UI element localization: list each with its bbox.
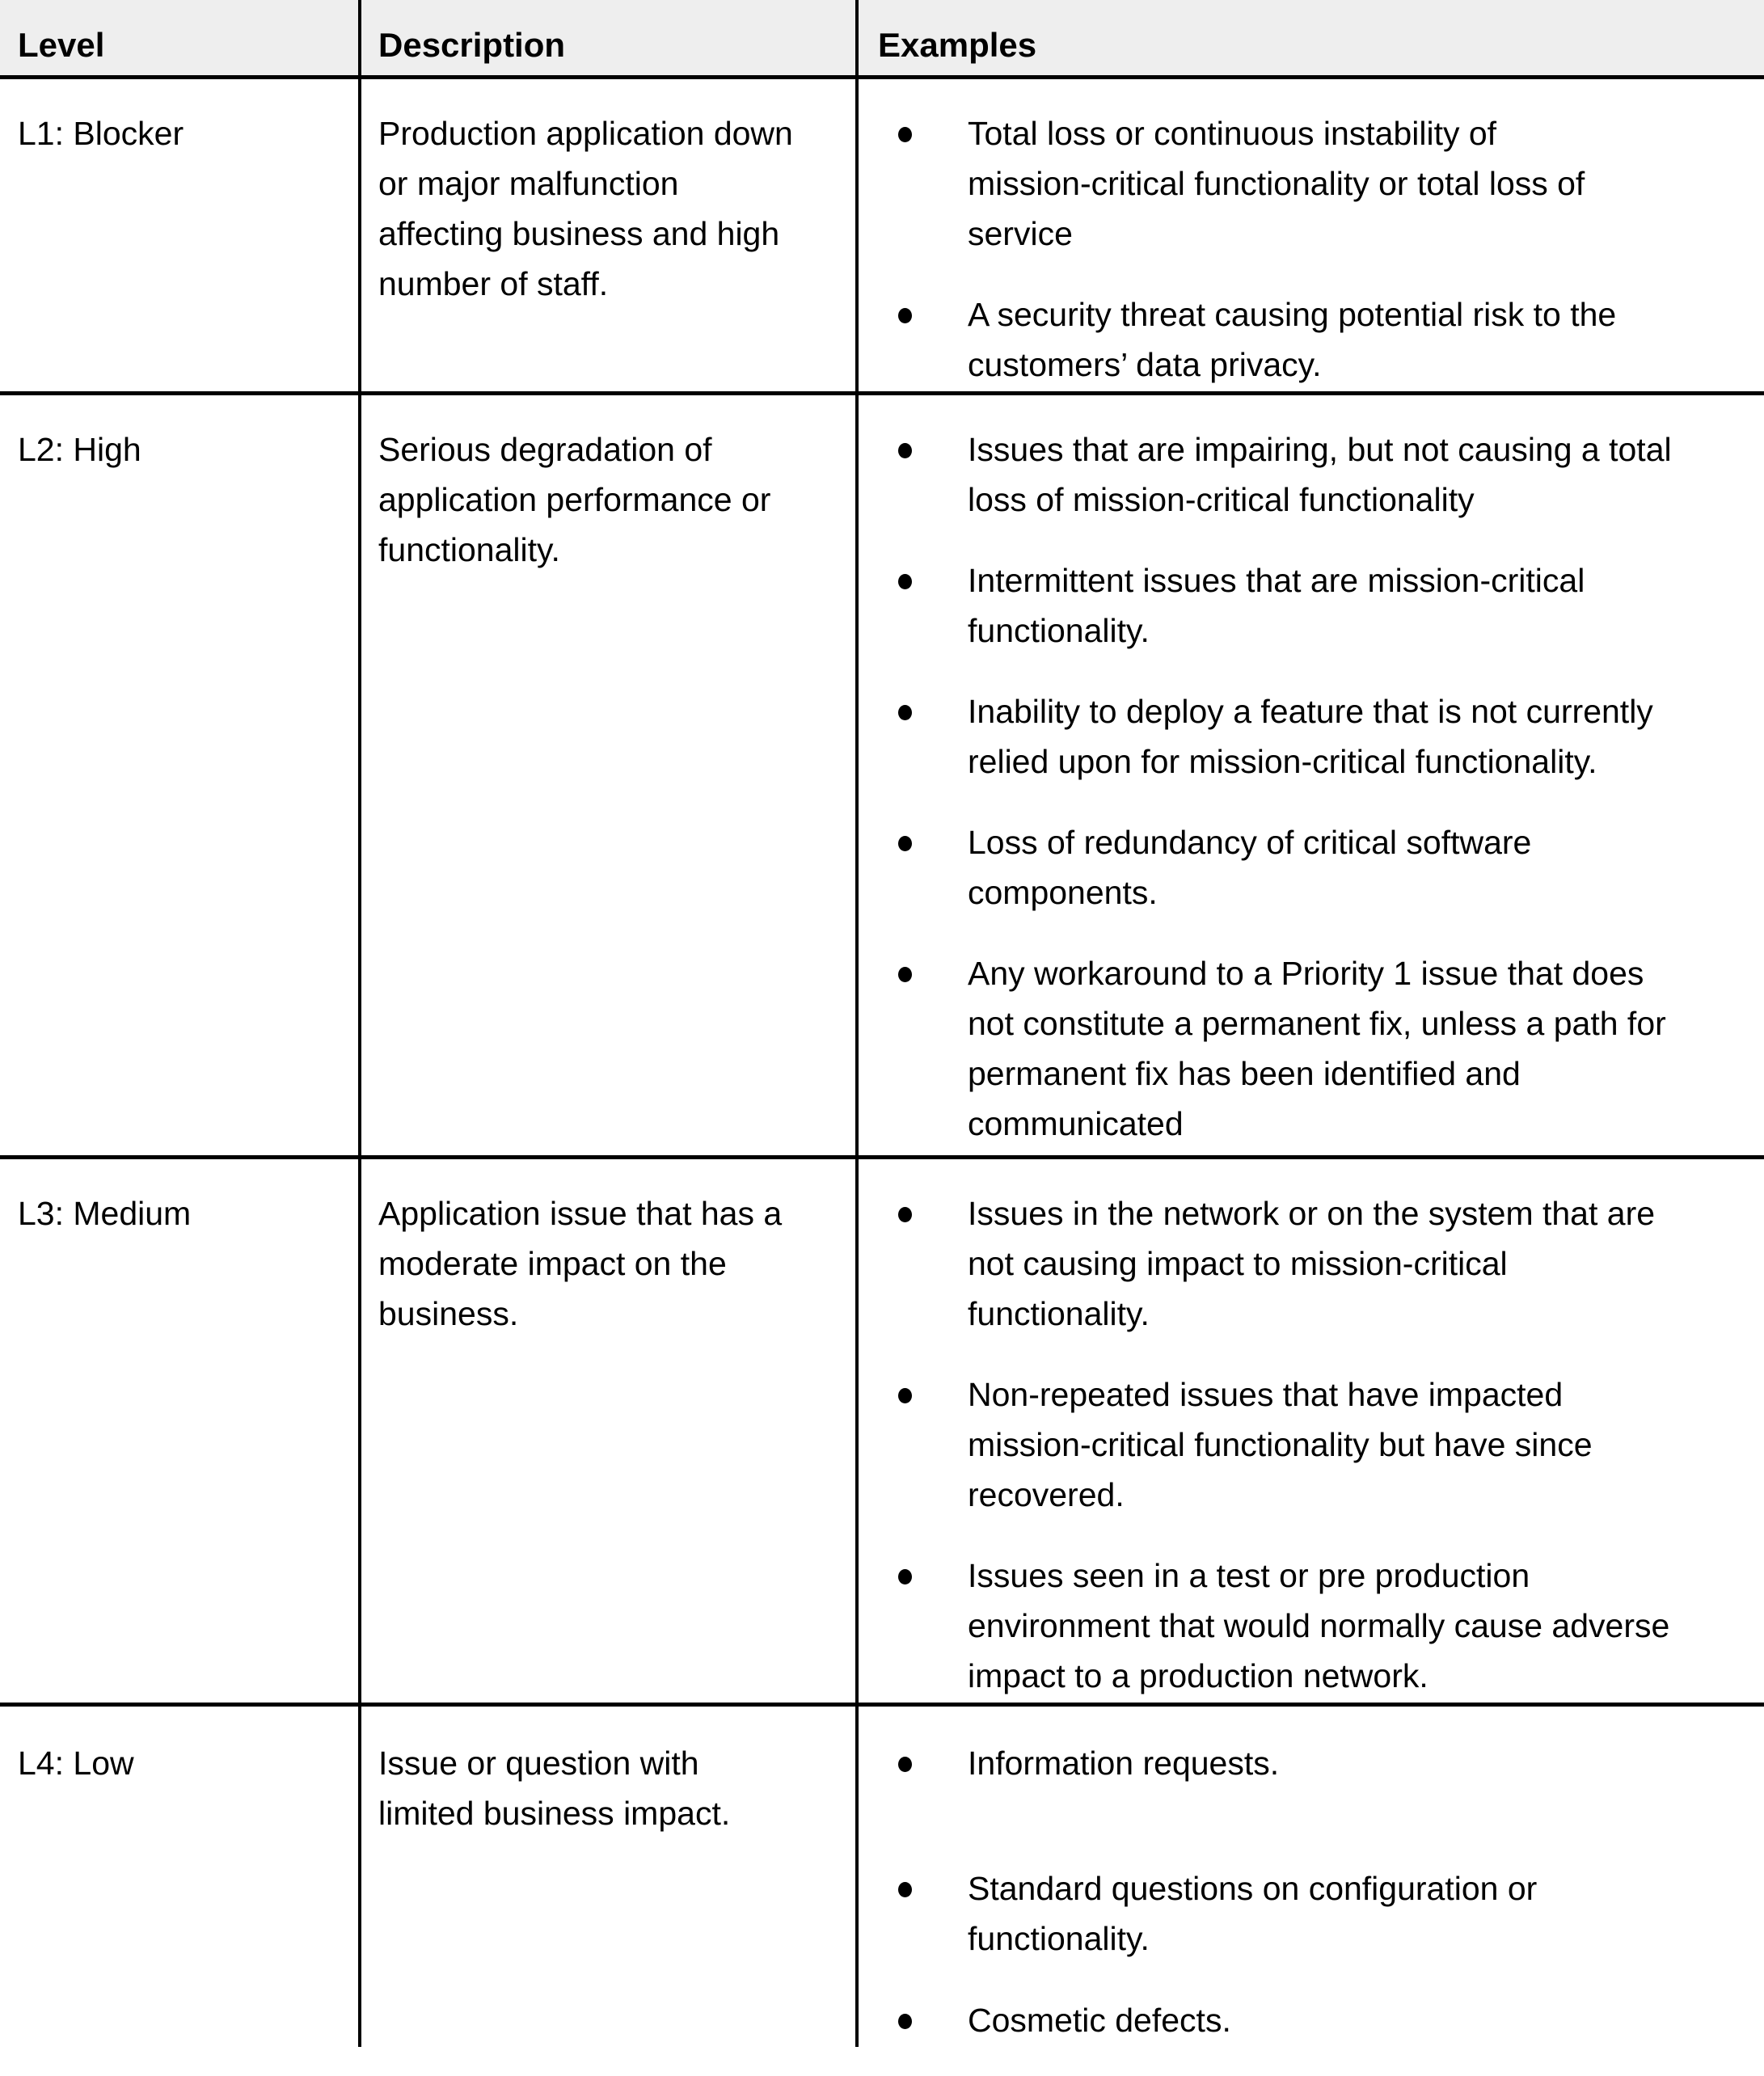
- header-divider: [0, 75, 1764, 79]
- example-text-line: Intermittent issues that are mission-critical: [968, 562, 1585, 599]
- example-text-line: Loss of redundancy of critical software: [968, 824, 1532, 861]
- examples-cell: [889, 1188, 1762, 1732]
- description-line: Serious degradation of: [378, 431, 712, 468]
- example-text-line: communicated: [968, 1105, 1184, 1142]
- example-list-item: [889, 108, 1762, 259]
- bullet-icon: [898, 1207, 912, 1222]
- description-line: moderate impact on the: [378, 1245, 727, 1282]
- example-text-line: functionality.: [968, 1295, 1150, 1332]
- example-list-item: [889, 1188, 1762, 1339]
- column-divider: [358, 0, 361, 2047]
- bullet-icon: [898, 705, 912, 720]
- description-line: application performance or: [378, 481, 771, 518]
- example-list-item: [889, 948, 1762, 1149]
- column-divider: [855, 0, 859, 2047]
- example-list-item: [889, 555, 1762, 656]
- description-line: limited business impact.: [378, 1795, 731, 1832]
- examples-cell: [889, 424, 1762, 1179]
- example-list-item: [889, 686, 1762, 787]
- example-text-line: permanent fix has been identified and: [968, 1055, 1521, 1092]
- description-line: business.: [378, 1295, 519, 1332]
- example-list-item: [889, 1369, 1762, 1520]
- bullet-icon: [898, 1882, 912, 1897]
- example-text-line: Any workaround to a Priority 1 issue that does: [968, 955, 1644, 992]
- example-text-line: A security threat causing potential risk to the: [968, 296, 1617, 333]
- example-list-item: [889, 289, 1762, 390]
- level-cell: L2: High: [18, 431, 141, 468]
- level-cell: L4: Low: [18, 1745, 134, 1782]
- bullet-icon: [898, 1757, 912, 1772]
- bullet-icon: [898, 836, 912, 851]
- examples-cell: [889, 1738, 1762, 2076]
- example-text-line: relied upon for mission-critical functionality.: [968, 743, 1597, 780]
- description-cell: [378, 108, 847, 309]
- example-list-item: [889, 1551, 1762, 1701]
- example-text-line: functionality.: [968, 612, 1150, 649]
- header-examples: Examples: [878, 26, 1037, 64]
- example-text-line: impact to a production network.: [968, 1657, 1429, 1694]
- example-text-line: functionality.: [968, 1920, 1150, 1957]
- example-text-line: components.: [968, 874, 1158, 911]
- example-text-line: recovered.: [968, 1476, 1125, 1513]
- bullet-icon: [898, 308, 912, 323]
- example-text-line: customers’ data privacy.: [968, 346, 1322, 383]
- example-text-line: environment that would normally cause adverse: [968, 1607, 1670, 1644]
- header-level: Level: [18, 26, 105, 64]
- example-text-line: mission-critical functionality but have since: [968, 1426, 1593, 1463]
- description-cell: [378, 1738, 847, 1838]
- example-list-item: [889, 1995, 1762, 2045]
- example-text-line: Inability to deploy a feature that is not currently: [968, 693, 1653, 730]
- bullet-icon: [898, 1388, 912, 1403]
- example-text-line: Information requests.: [968, 1745, 1280, 1782]
- example-text-line: Non-repeated issues that have impacted: [968, 1376, 1564, 1413]
- example-text-line: not causing impact to mission-critical: [968, 1245, 1508, 1282]
- description-cell: [378, 424, 847, 575]
- example-list-item: [889, 1738, 1762, 1788]
- description-line: or major malfunction: [378, 165, 679, 202]
- description-line: Issue or question with: [378, 1745, 699, 1782]
- example-list-item: [889, 424, 1762, 525]
- bullet-icon: [898, 127, 912, 142]
- example-text-line: Issues in the network or on the system that are: [968, 1195, 1656, 1232]
- description-line: Application issue that has a: [378, 1195, 783, 1232]
- example-text-line: mission-critical functionality or total loss of: [968, 165, 1585, 202]
- example-text-line: Issues seen in a test or pre production: [968, 1557, 1530, 1594]
- bullet-icon: [898, 967, 912, 982]
- level-cell: L1: Blocker: [18, 115, 184, 152]
- example-text-line: Total loss or continuous instability of: [968, 115, 1497, 152]
- header-description: Description: [378, 26, 566, 64]
- example-text-line: Cosmetic defects.: [968, 2002, 1231, 2039]
- example-text-line: loss of mission-critical functionality: [968, 481, 1475, 518]
- description-cell: [378, 1188, 847, 1339]
- bullet-icon: [898, 2014, 912, 2029]
- description-line: Production application down: [378, 115, 793, 152]
- examples-cell: [889, 108, 1762, 420]
- description-line: affecting business and high: [378, 215, 780, 252]
- example-text-line: Issues that are impairing, but not causing a total: [968, 431, 1672, 468]
- example-list-item: [889, 817, 1762, 918]
- description-line: functionality.: [378, 531, 560, 568]
- bullet-icon: [898, 1569, 912, 1584]
- example-text-line: not constitute a permanent fix, unless a path for: [968, 1005, 1666, 1042]
- example-text-line: service: [968, 215, 1073, 252]
- bullet-icon: [898, 574, 912, 589]
- example-text-line: Standard questions on configuration or: [968, 1870, 1538, 1907]
- bullet-icon: [898, 443, 912, 458]
- example-list-item: [889, 1863, 1762, 1964]
- table-header-row: [0, 0, 1764, 75]
- level-cell: L3: Medium: [18, 1195, 192, 1232]
- description-line: number of staff.: [378, 265, 609, 302]
